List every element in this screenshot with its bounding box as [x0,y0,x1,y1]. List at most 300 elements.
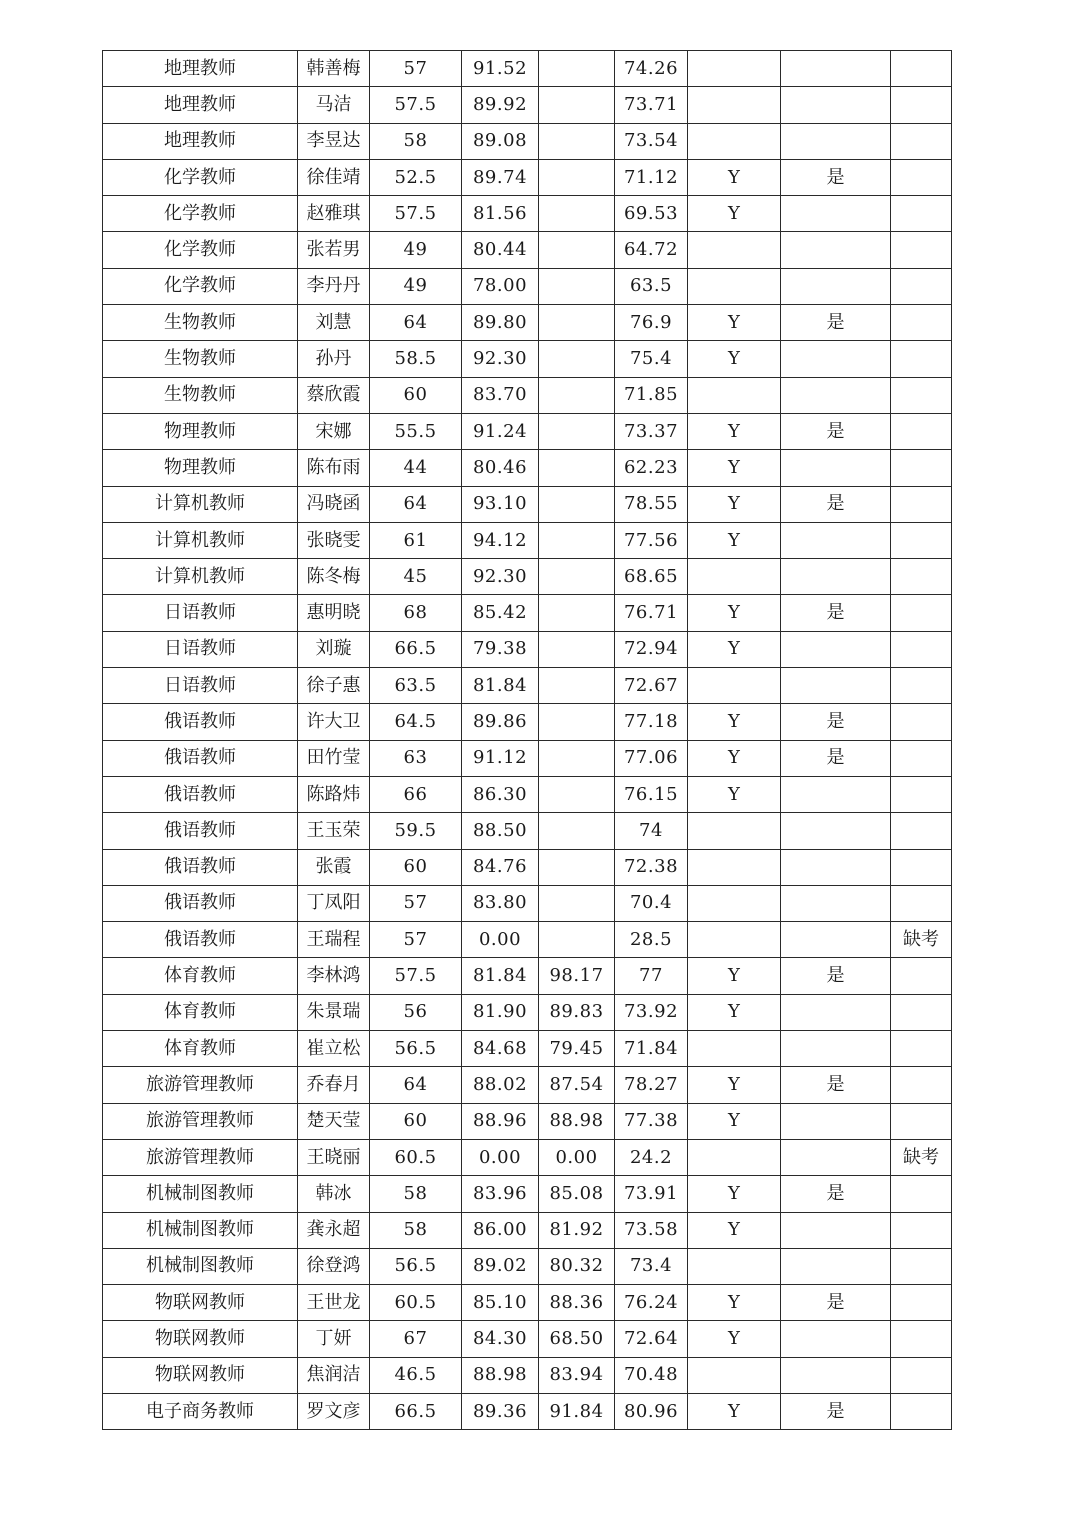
qualified-mark-cell: Y [688,486,781,522]
total-score-cell: 24.2 [615,1139,688,1175]
total-score-cell: 73.71 [615,87,688,123]
selected-mark-cell [781,51,891,87]
total-score-cell: 76.9 [615,305,688,341]
position-cell: 旅游管理教师 [103,1103,298,1139]
position-cell: 地理教师 [103,87,298,123]
remark-cell [891,232,952,268]
qualified-mark-cell: Y [688,994,781,1030]
position-cell: 日语教师 [103,668,298,704]
selected-mark-cell [781,123,891,159]
remark-cell [891,704,952,740]
remark-cell [891,994,952,1030]
table-row [103,813,952,849]
remark-cell [891,1031,952,1067]
name-cell: 王玉荣 [298,813,370,849]
written-score-cell: 59.5 [370,813,462,849]
written-score-cell: 60.5 [370,1139,462,1175]
written-score-cell: 56.5 [370,1248,462,1284]
total-score-cell: 72.64 [615,1321,688,1357]
selected-mark-cell [781,87,891,123]
skill-score-cell: 68.50 [539,1321,615,1357]
table-row [103,232,952,268]
total-score-cell: 71.12 [615,159,688,195]
total-score-cell: 76.24 [615,1285,688,1321]
interview-score-cell: 83.96 [462,1176,539,1212]
interview-score-cell: 88.96 [462,1103,539,1139]
qualified-mark-cell [688,232,781,268]
total-score-cell: 28.5 [615,922,688,958]
remark-cell [891,1212,952,1248]
name-cell: 陈路炜 [298,776,370,812]
name-cell: 孙丹 [298,341,370,377]
selected-mark-cell [781,268,891,304]
skill-score-cell [539,196,615,232]
written-score-cell: 68 [370,595,462,631]
interview-score-cell: 80.46 [462,450,539,486]
selected-mark-cell: 是 [781,486,891,522]
written-score-cell: 58 [370,123,462,159]
interview-score-cell: 89.08 [462,123,539,159]
remark-cell [891,1357,952,1393]
name-cell: 罗文彦 [298,1393,370,1429]
selected-mark-cell: 是 [781,305,891,341]
name-cell: 张霞 [298,849,370,885]
skill-score-cell [539,268,615,304]
skill-score-cell [539,413,615,449]
qualified-mark-cell [688,559,781,595]
total-score-cell: 77.18 [615,704,688,740]
qualified-mark-cell: Y [688,1321,781,1357]
selected-mark-cell: 是 [781,159,891,195]
table-row [103,849,952,885]
total-score-cell: 75.4 [615,341,688,377]
written-score-cell: 64 [370,305,462,341]
table-row [103,1212,952,1248]
position-cell: 旅游管理教师 [103,1067,298,1103]
position-cell: 日语教师 [103,595,298,631]
remark-cell [891,1176,952,1212]
total-score-cell: 71.85 [615,377,688,413]
name-cell: 朱景瑞 [298,994,370,1030]
position-cell: 体育教师 [103,958,298,994]
qualified-mark-cell: Y [688,1212,781,1248]
written-score-cell: 60 [370,1103,462,1139]
written-score-cell: 57.5 [370,958,462,994]
selected-mark-cell [781,559,891,595]
interview-score-cell: 86.00 [462,1212,539,1248]
position-cell: 化学教师 [103,159,298,195]
skill-score-cell: 79.45 [539,1031,615,1067]
selected-mark-cell [781,232,891,268]
interview-score-cell: 83.80 [462,885,539,921]
skill-score-cell [539,631,615,667]
total-score-cell: 76.71 [615,595,688,631]
written-score-cell: 56.5 [370,1031,462,1067]
written-score-cell: 56 [370,994,462,1030]
interview-score-cell: 93.10 [462,486,539,522]
position-cell: 物理教师 [103,450,298,486]
remark-cell [891,1067,952,1103]
skill-score-cell [539,232,615,268]
table-row [103,740,952,776]
table-row [103,958,952,994]
selected-mark-cell [781,1139,891,1175]
total-score-cell: 74 [615,813,688,849]
name-cell: 崔立松 [298,1031,370,1067]
qualified-mark-cell [688,1357,781,1393]
position-cell: 物理教师 [103,413,298,449]
name-cell: 张晓雯 [298,522,370,558]
interview-score-cell: 83.70 [462,377,539,413]
written-score-cell: 57.5 [370,196,462,232]
written-score-cell: 57 [370,51,462,87]
name-cell: 赵雅琪 [298,196,370,232]
position-cell: 俄语教师 [103,813,298,849]
interview-score-cell: 91.12 [462,740,539,776]
qualified-mark-cell: Y [688,1176,781,1212]
table-row [103,159,952,195]
table-row [103,1393,952,1429]
written-score-cell: 60 [370,377,462,413]
qualified-mark-cell: Y [688,1393,781,1429]
written-score-cell: 63.5 [370,668,462,704]
total-score-cell: 72.94 [615,631,688,667]
interview-score-cell: 94.12 [462,522,539,558]
interview-score-cell: 79.38 [462,631,539,667]
skill-score-cell: 85.08 [539,1176,615,1212]
total-score-cell: 70.48 [615,1357,688,1393]
remark-cell [891,885,952,921]
table-row [103,87,952,123]
selected-mark-cell [781,922,891,958]
interview-score-cell: 84.68 [462,1031,539,1067]
qualified-mark-cell [688,885,781,921]
remark-cell [891,559,952,595]
name-cell: 徐登鸿 [298,1248,370,1284]
written-score-cell: 58 [370,1212,462,1248]
written-score-cell: 60 [370,849,462,885]
remark-cell [891,776,952,812]
selected-mark-cell [781,849,891,885]
skill-score-cell: 0.00 [539,1139,615,1175]
skill-score-cell [539,776,615,812]
qualified-mark-cell: Y [688,159,781,195]
remark-cell [891,1285,952,1321]
table-row [103,413,952,449]
qualified-mark-cell: Y [688,776,781,812]
total-score-cell: 69.53 [615,196,688,232]
qualified-mark-cell [688,668,781,704]
total-score-cell: 73.37 [615,413,688,449]
skill-score-cell [539,377,615,413]
selected-mark-cell: 是 [781,704,891,740]
selected-mark-cell: 是 [781,1067,891,1103]
skill-score-cell [539,341,615,377]
selected-mark-cell: 是 [781,740,891,776]
total-score-cell: 73.54 [615,123,688,159]
selected-mark-cell [781,341,891,377]
interview-score-cell: 88.02 [462,1067,539,1103]
table-row [103,123,952,159]
position-cell: 地理教师 [103,123,298,159]
interview-score-cell: 0.00 [462,922,539,958]
table-row [103,994,952,1030]
table-row [103,450,952,486]
interview-score-cell: 88.98 [462,1357,539,1393]
position-cell: 机械制图教师 [103,1176,298,1212]
position-cell: 物联网教师 [103,1357,298,1393]
skill-score-cell [539,123,615,159]
qualified-mark-cell [688,123,781,159]
table-row [103,776,952,812]
written-score-cell: 66 [370,776,462,812]
skill-score-cell: 91.84 [539,1393,615,1429]
name-cell: 马洁 [298,87,370,123]
written-score-cell: 49 [370,268,462,304]
table-row [103,559,952,595]
selected-mark-cell [781,450,891,486]
remark-cell [891,1321,952,1357]
remark-cell [891,413,952,449]
position-cell: 物联网教师 [103,1321,298,1357]
written-score-cell: 60.5 [370,1285,462,1321]
total-score-cell: 77 [615,958,688,994]
skill-score-cell: 88.36 [539,1285,615,1321]
position-cell: 旅游管理教师 [103,1139,298,1175]
skill-score-cell [539,813,615,849]
interview-score-cell: 85.10 [462,1285,539,1321]
skill-score-cell [539,51,615,87]
position-cell: 机械制图教师 [103,1248,298,1284]
qualified-mark-cell [688,849,781,885]
qualified-mark-cell [688,922,781,958]
remark-cell [891,87,952,123]
total-score-cell: 62.23 [615,450,688,486]
name-cell: 田竹莹 [298,740,370,776]
name-cell: 徐佳靖 [298,159,370,195]
remark-cell [891,123,952,159]
table-row [103,595,952,631]
written-score-cell: 66.5 [370,631,462,667]
total-score-cell: 71.84 [615,1031,688,1067]
name-cell: 乔春月 [298,1067,370,1103]
qualified-mark-cell: Y [688,1067,781,1103]
name-cell: 许大卫 [298,704,370,740]
qualified-mark-cell: Y [688,740,781,776]
table-row [103,704,952,740]
name-cell: 焦润洁 [298,1357,370,1393]
interview-score-cell: 0.00 [462,1139,539,1175]
name-cell: 惠明晓 [298,595,370,631]
written-score-cell: 57 [370,885,462,921]
total-score-cell: 80.96 [615,1393,688,1429]
interview-score-cell: 81.84 [462,668,539,704]
selected-mark-cell: 是 [781,413,891,449]
position-cell: 日语教师 [103,631,298,667]
selected-mark-cell: 是 [781,1393,891,1429]
selected-mark-cell [781,196,891,232]
name-cell: 冯晓函 [298,486,370,522]
skill-score-cell [539,668,615,704]
qualified-mark-cell [688,377,781,413]
qualified-mark-cell [688,1248,781,1284]
total-score-cell: 73.58 [615,1212,688,1248]
selected-mark-cell: 是 [781,595,891,631]
qualified-mark-cell [688,1031,781,1067]
table-row [103,922,952,958]
written-score-cell: 64 [370,486,462,522]
name-cell: 丁凤阳 [298,885,370,921]
qualified-mark-cell [688,813,781,849]
selected-mark-cell [781,522,891,558]
remark-cell [891,740,952,776]
table-row [103,1285,952,1321]
remark-cell [891,1393,952,1429]
total-score-cell: 73.4 [615,1248,688,1284]
position-cell: 俄语教师 [103,922,298,958]
position-cell: 计算机教师 [103,486,298,522]
interview-score-cell: 80.44 [462,232,539,268]
selected-mark-cell [781,994,891,1030]
name-cell: 刘璇 [298,631,370,667]
written-score-cell: 46.5 [370,1357,462,1393]
qualified-mark-cell: Y [688,958,781,994]
qualified-mark-cell: Y [688,1103,781,1139]
table-row [103,1357,952,1393]
qualified-mark-cell [688,87,781,123]
name-cell: 李昱达 [298,123,370,159]
total-score-cell: 72.67 [615,668,688,704]
written-score-cell: 44 [370,450,462,486]
qualified-mark-cell: Y [688,305,781,341]
selected-mark-cell [781,885,891,921]
position-cell: 俄语教师 [103,776,298,812]
written-score-cell: 64.5 [370,704,462,740]
total-score-cell: 73.91 [615,1176,688,1212]
skill-score-cell: 98.17 [539,958,615,994]
written-score-cell: 52.5 [370,159,462,195]
selected-mark-cell: 是 [781,958,891,994]
interview-score-cell: 89.92 [462,87,539,123]
total-score-cell: 73.92 [615,994,688,1030]
remark-cell [891,377,952,413]
selected-mark-cell [781,377,891,413]
written-score-cell: 67 [370,1321,462,1357]
name-cell: 王晓丽 [298,1139,370,1175]
name-cell: 张若男 [298,232,370,268]
position-cell: 俄语教师 [103,704,298,740]
qualified-mark-cell: Y [688,522,781,558]
name-cell: 蔡欣霞 [298,377,370,413]
skill-score-cell: 87.54 [539,1067,615,1103]
name-cell: 刘慧 [298,305,370,341]
total-score-cell: 74.26 [615,51,688,87]
skill-score-cell: 80.32 [539,1248,615,1284]
name-cell: 王瑞程 [298,922,370,958]
skill-score-cell [539,87,615,123]
remark-cell [891,450,952,486]
remark-cell [891,268,952,304]
skill-score-cell [539,486,615,522]
interview-score-cell: 89.86 [462,704,539,740]
interview-score-cell: 85.42 [462,595,539,631]
written-score-cell: 45 [370,559,462,595]
qualified-mark-cell [688,268,781,304]
qualified-mark-cell [688,1139,781,1175]
selected-mark-cell [781,1212,891,1248]
name-cell: 龚永超 [298,1212,370,1248]
table-row [103,631,952,667]
name-cell: 楚天莹 [298,1103,370,1139]
table-row [103,1031,952,1067]
name-cell: 丁妍 [298,1321,370,1357]
name-cell: 徐子惠 [298,668,370,704]
remark-cell [891,1103,952,1139]
position-cell: 化学教师 [103,232,298,268]
name-cell: 陈冬梅 [298,559,370,595]
remark-cell [891,631,952,667]
total-score-cell: 77.56 [615,522,688,558]
position-cell: 物联网教师 [103,1285,298,1321]
table-row [103,1176,952,1212]
position-cell: 化学教师 [103,196,298,232]
table-row [103,268,952,304]
qualified-mark-cell: Y [688,1285,781,1321]
remark-cell [891,486,952,522]
remark-cell [891,522,952,558]
skill-score-cell: 88.98 [539,1103,615,1139]
total-score-cell: 72.38 [615,849,688,885]
qualified-mark-cell: Y [688,413,781,449]
table-row [103,1321,952,1357]
skill-score-cell [539,849,615,885]
remark-cell [891,341,952,377]
remark-cell [891,51,952,87]
interview-score-cell: 92.30 [462,341,539,377]
skill-score-cell [539,305,615,341]
table-row [103,1067,952,1103]
position-cell: 机械制图教师 [103,1212,298,1248]
interview-score-cell: 78.00 [462,268,539,304]
qualified-mark-cell: Y [688,341,781,377]
interview-score-cell: 84.30 [462,1321,539,1357]
interview-score-cell: 84.76 [462,849,539,885]
score-table [102,50,952,1430]
position-cell: 生物教师 [103,377,298,413]
written-score-cell: 58 [370,1176,462,1212]
qualified-mark-cell: Y [688,631,781,667]
selected-mark-cell [781,668,891,704]
table-row [103,522,952,558]
skill-score-cell [539,450,615,486]
table-row [103,377,952,413]
written-score-cell: 55.5 [370,413,462,449]
interview-score-cell: 89.36 [462,1393,539,1429]
written-score-cell: 49 [370,232,462,268]
position-cell: 俄语教师 [103,849,298,885]
skill-score-cell: 81.92 [539,1212,615,1248]
written-score-cell: 63 [370,740,462,776]
qualified-mark-cell: Y [688,450,781,486]
total-score-cell: 70.4 [615,885,688,921]
table-row [103,1248,952,1284]
interview-score-cell: 91.24 [462,413,539,449]
table-row [103,885,952,921]
selected-mark-cell: 是 [781,1285,891,1321]
name-cell: 李林鸿 [298,958,370,994]
position-cell: 计算机教师 [103,522,298,558]
selected-mark-cell: 是 [781,1176,891,1212]
